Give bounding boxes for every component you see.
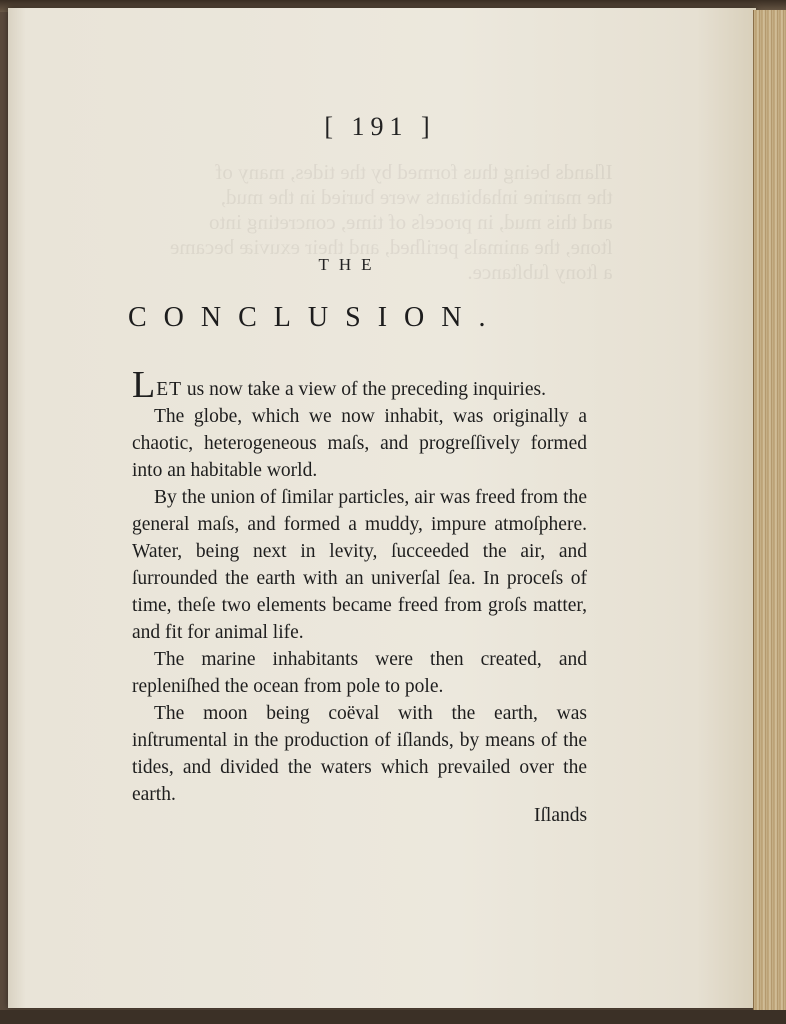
show-through-text: Iſlands being thus formed by the tides, many of the marine inhabitants were buried in the mud, and this mud, in proceſs of time, concreting into ſtone, the animals periſhed, and their exuviæ became a ſtony ſubſtance.	[170, 160, 613, 284]
book-bottom-edge	[0, 1010, 786, 1024]
paragraph-3: By the union of ſimilar particles, air was freed from the general maſs, and formed a muddy, impure atmoſphere. Water, being next in levity, ſucceeded the air, and ſurrounded the earth with an univerſal ſea. In proceſs of time, theſe two elements became freed from groſs matter, and fit for animal life.	[132, 487, 587, 643]
chapter-title: CONCLUSION.	[128, 302, 503, 333]
paragraph-2: The globe, which we now inhabit, was originally a chaotic, heterogeneous maſs, and progreſſively formed into an habitable world.	[132, 406, 587, 481]
paragraph-4: The marine inhabitants were then created, and repleniſhed the ocean from pole to pole.	[132, 649, 587, 697]
paragraph-1-text: us now take a view of the preceding inquiries.	[182, 379, 546, 400]
page-fore-edge	[753, 10, 786, 1010]
drop-cap: L	[132, 364, 156, 406]
heading-the: THE	[318, 255, 382, 274]
drop-cap-rest: ET	[156, 379, 183, 400]
page-number: [ 191 ]	[324, 112, 436, 141]
paragraph-5: The moon being coëval with the earth, was inſtrumental in the production of iſlands, by means of the tides, and divided the waters which prevailed over the earth.	[132, 703, 587, 805]
catchword: Iſlands	[534, 805, 588, 826]
paragraph-1	[132, 364, 587, 406]
body-text	[132, 364, 587, 808]
